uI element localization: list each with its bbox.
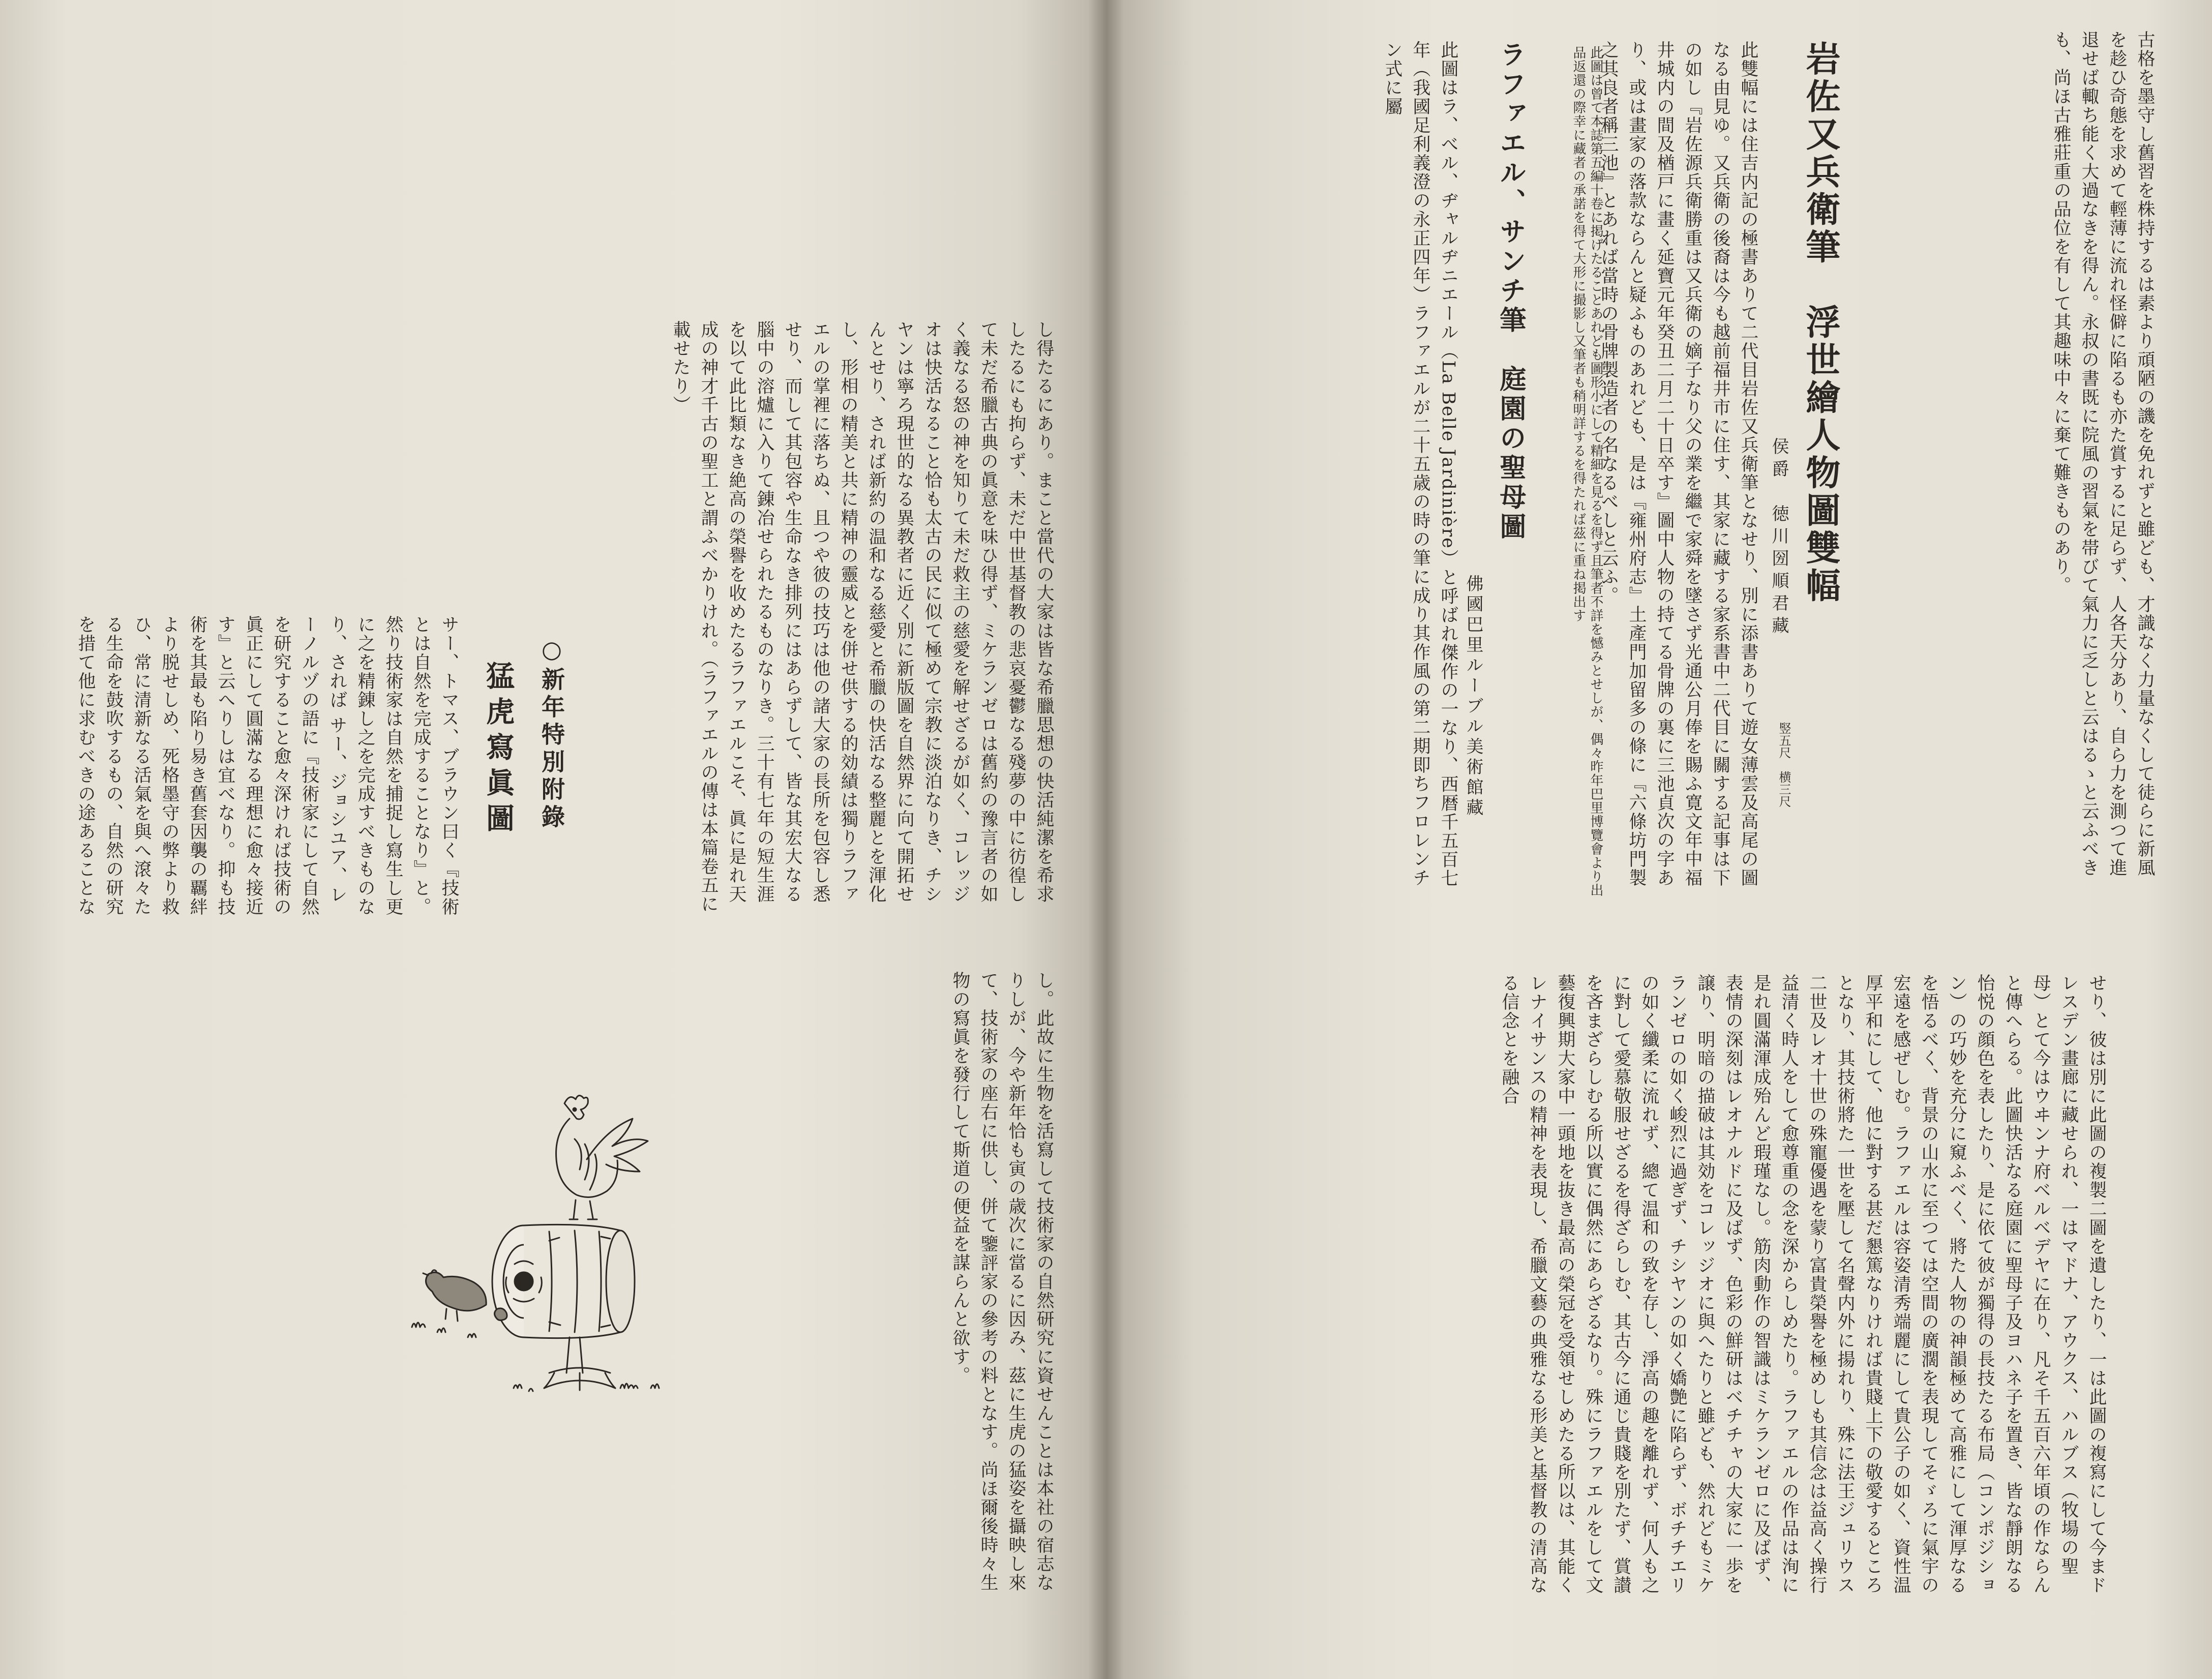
right-page [1106, 0, 2212, 1679]
book-gutter [1088, 0, 1124, 1679]
tiger-photo-intro: サー、トマス、ブラウン曰く『技術とは自然を完成することなり』と。然り技術家は自然を捕捉し寫生し更に之を精錬し之を完成すべきものなり、されば サー、ジョシユア、レーノルヅの語に『技術家にして自然を研究すること愈々深ければ技術の眞正にして圓滿なる理想に愈々接近す』と云へりしは宜べなり。抑も技術を其最も陷り易き舊套因襲の覊絆より脱せしめ、死格墨守の弊より救ひ、常に清新なる活氣を與へ滾々たる生命を鼓吹するもの、自然の研究を措て他に求むべきの途あることな [75, 615, 459, 916]
previous-article-ending: 古格を墨守し舊習を株持するは素より頑陋の譏を免れずと雖ども、才識なく力量なくして徒らに新風を趁ひ奇態を求めて輕薄に流れ怪僻に陷るも亦た賞するに足らず、人各天分あり、自ら力を測つて進退せば輙ち能く大過なきを得ん。永叔の書既に院風の習氣を帯びて氣力に乏しと云はるゝと云ふべきも、尚ほ古雅莊重の品位を有して其趣味中々に棄て難きものあり。 [2051, 31, 2155, 877]
tiger-photo-title: 猛虎寫眞圖 [482, 661, 515, 839]
rooster-on-drum-illustration [397, 1088, 702, 1403]
iwasa-description: 此雙幅には住吉内記の極書ありて二代目岩佐又兵衛筆となせり、別に添書ありて遊女薄雲及高尾の圖なる由見ゆ。又兵衛の後裔は今も越前福井市に住す、其家に藏する家系書中二代目に關する記事は下の如し『岩佐源兵衛勝重は又兵衛の嫡子なり父の業を繼で家舜を墜さず光通公月俸を賜ふ寛文年中福井城内の間及楢戸に畫く延寶元年癸丑二月二十日卒す』圖中人物の持てる骨牌の裏に三池貞次の字あり、或は畫家の落款ならんと疑ふものあれども、是は『雍州府志』土產門加留多の條に『六條坊門製之其良者稱三池』とあれば當時の骨牌製造者の名なるべしと云ふ。 [1598, 41, 1758, 887]
iwasa-matabei-title: 岩佐又兵衛筆 浮世繪人物圖雙幅 [1800, 41, 1841, 605]
raphael-essay-conclusion: し得たるにあり。まこと當代の大家は皆な希臘思想の快活純潔を希求したるにも拘らず、未だ中世基督教の悲哀憂鬱なる殘夢の中に彷徨して未だ希臘古典の眞意を味ひ得ず、ミケランゼロは舊約の豫言者の如く義なる怒の神を知りて未だ救主の慈愛を解せざるが如く、コレッジオは快活なること恰も太古の民に似て極めて宗教に淡泊なりき、チシヤンは寧ろ現世的なる異教者に近く別に新版圖を自然界に向て開拓せんとせり、されば新約の温和なる慈愛と希臘の快活なる整麗とを渾化し、形相の精美と共に精神の靈威とを併せ供する的効績は獨りラファエルの掌裡に落ちぬ、且つや彼の技巧は他の諸大家の長所を包容し悉せり、而して其包容や生命なき排列にはあらずして、皆な其宏大なる腦中の溶爐に入りて錬冶せられたるものなりき。三十有七年の短生涯を以て此比類なき絶高の榮譽を收めたるラファエルこそ、眞に是れ天成の神才千古の聖工と謂ふべかりけれ。（ラファエルの傳は本篇卷五に載せたり） [670, 320, 1054, 914]
iwasa-owner: 侯爵 徳川圀順君藏 [1769, 437, 1789, 639]
tiger-photo-intro-continued: し。此故に生物を活寫して技術家の自然研究に資せんことは本社の宿志なりしが、今や新年恰も寅の歳次に當るに因み、茲に生虎の猛姿を攝映し來て、技術家の座右に供し、併て鑒評家の參考の料となす。尚ほ爾後時々生物の寫眞を發行して斯道の便益を謀らんと欲す。 [950, 971, 1054, 1592]
iwasa-dimensions: 竪五尺 横三尺 [1777, 722, 1791, 807]
iwasa-editorial-note: 此圖は曾て本誌第五編十卷に掲げたることあれども圖形小にして精細を見るを得ず且筆者不詳を憾みとせしが、偶々昨年巴里博覽會より出品返還の際幸に藏者の承諾を得て大形に撮影し又筆者も稍明詳するを得たれば茲に重ね掲出す [1571, 46, 1603, 897]
supplement-heading: ○新年特別附錄 [538, 636, 565, 832]
raphael-madonna-title: ラファエル、サンチ筆 庭園の聖母圖 [1495, 41, 1526, 542]
raphael-description-start: 此圖はラ、べル、ヂャルヂニエール（La Belle Jardinière）と呼ばれ傑作の一なり、西暦千五百七年（我國足利義澄の永正四年）ラファエルが二十五歳の時の筆に成り其作風の第二期即ちフロレンチン式に屬 [1382, 41, 1458, 888]
raphael-owner: 佛國巴里ルーブル美術館藏 [1463, 575, 1483, 819]
raphael-essay-body: せり、彼は別に此圖の複製二圖を遺したり、一は此圖の複寫にして今まドレスデン畫廊に藏せられ、一はマドナ、アウクス、ハルブス（牧場の聖母）とて今はウヰンナ府ベルベデヤに在り、凡そ千五百六年頃の作ならんと傳へらる。此圖快活なる庭園に聖母子及ヨハネ子を置き、皆な靜朗なる怡悦の顔色を表したり、是に依て彼が獨得の長技たる布局（コンポジション）の巧妙を充分に窺ふべく、將た人物の神韻極めて高雅にして渾厚なるを悟るべく、背景の山水に至つては空間の廣濶を表現してそゞろに氣宇の宏遠を感ぜしむ。ラファエルは容姿清秀端麗にして貴公子の如く、資性温厚平和にして、他に對する甚だ懇篤なりければ貴賤上下の敬愛するところとなり、其技術將た一世を壓して名聲内外に揚れり、殊に法王ジュリウス二世及レオ十世の殊寵優遇を蒙り富貴榮譽を極めしも其信念は益高く操行益清く時人をして愈尊重の念を深からしめたり。ラファエルの作品は洵に是れ圓滿渾成殆んど瑕瑾なし。筋肉動作の智識はミケランゼロに及ばず、表情の深刻はレオナルドに及ばず、色彩の鮮研はベチチャの大家に一歩を譲り、明暗の描破は其効をコレッジオに與へたりと雖ども、然れどもミケランゼロの如く峻烈に過ぎず、チシヤンの如く嬌艶に陷らず、ボチチエリの如く纖柔に流れず、總て温和の致を存し、淨高の趣を離れず、何人も之に對して愛慕敬服せざるを得ざらしむ、其古今に通じ貴賤を別たず、賞讃を吝まざらしむる所以實に偶然にあらざるなり。殊にラファエルをして文藝復興期大家中一頭地を抜き最高の榮冠を受領せしめたる所以は、其能くレナイサンスの精神を表現し、希臘文藝の典雅なる形美と基督教の清高なる信念とを融合 [1499, 974, 2107, 1595]
